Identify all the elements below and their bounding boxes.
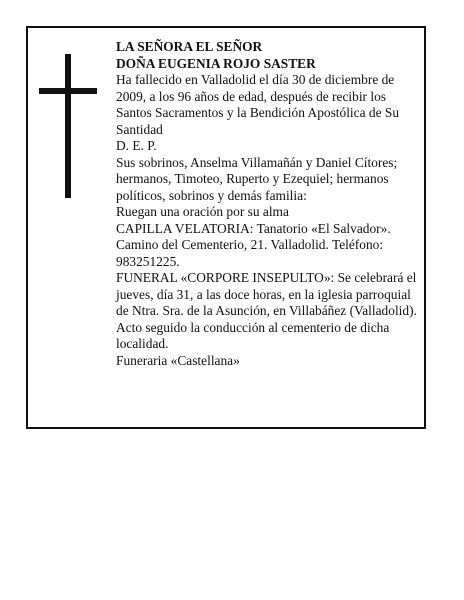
family-list: Sus sobrinos, Anselma Villamañán y Daniel Cítores; hermanos, Timoteo, Ruperto y Ezequiel; hermanos políticos, sobrinos y demás familia: xyxy=(116,154,398,203)
funeral-home: Funeraria «Castellana» xyxy=(116,352,240,368)
obituary-notice xyxy=(26,26,426,429)
rip-text: D. E. P. xyxy=(116,138,157,153)
funeral-info: FUNERAL «CORPORE INSEPULTO»: Se celebrará el jueves, día 31, a las doce horas, en la iglesia parroquial de Ntra. Sra. de la Asunción, en Villabáñez (Valladolid). Acto seguido la conducción al cementerio de dicha localidad. xyxy=(116,270,417,351)
cross-horizontal-bar xyxy=(39,88,97,94)
deceased-name: DOÑA EUGENIA ROJO SASTER xyxy=(116,55,316,71)
death-statement: Ha fallecido en Valladolid el día 30 de diciembre de 2009, a los 96 años de edad, después de recibir los Santos Sacramentos y la Bendición Apostólica de Su Santidad xyxy=(116,72,400,137)
cross-vertical-bar xyxy=(65,54,71,198)
notice-body xyxy=(116,39,422,369)
prayer-request: Ruegan una oración por su alma xyxy=(116,204,289,219)
notice-heading: LA SEÑORA EL SEÑOR xyxy=(116,39,263,54)
chapel-info: CAPILLA VELATORIA: Tanatorio «El Salvador». Camino del Cementerio, 21. Valladolid. Teléfono: 983251225. xyxy=(116,220,391,269)
cross-icon xyxy=(39,54,97,198)
